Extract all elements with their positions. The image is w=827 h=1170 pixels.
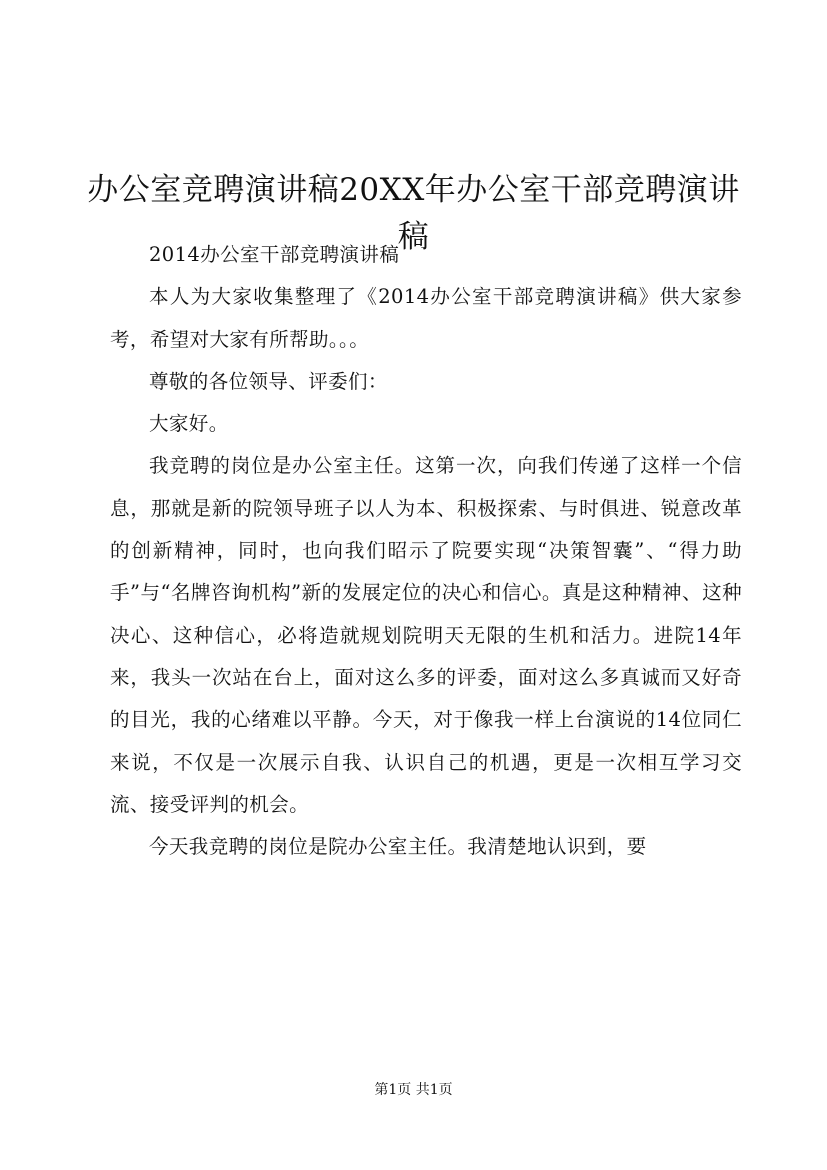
- paragraph-main: 我竞聘的岗位是办公室主任。这第一次，向我们传递了这样一个信息，那就是新的院领导班子以人为本、积极探索、与时俱进、锐意改革的创新精神，同时，也向我们昭示了院要实现“决策智囊”、“得力助手”与“名牌咨询机构”新的发展定位的决心和信心。真是这种精神、这种决心、这种信心，必将造就规划院明天无限的生机和活力。进院14年来，我头一次站在台上，面对这么多的评委，面对这么多真诚而又好奇的目光，我的心绪难以平静。今天，对于像我一样上台演说的14位同仁来说，不仅是一次展示自我、认识自己的机遇，更是一次相互学习交流、接受评判的机会。: [110, 454, 742, 816]
- paragraph-greeting: 大家好。: [149, 412, 229, 436]
- page-footer: 第1页 共1页: [374, 1082, 453, 1098]
- document-title: 办公室竞聘演讲稿20XX年办公室干部竞聘演讲稿: [87, 171, 740, 255]
- paragraph-salutation: 尊敬的各位领导、评委们：: [149, 369, 388, 393]
- paragraph-intro: 本人为大家收集整理了《2014办公室干部竞聘演讲稿》供大家参考，希望对大家有所帮助。。。: [110, 285, 742, 351]
- paragraph-continuation: 今天我竞聘的岗位是院办公室主任。我清楚地认识到，要: [149, 835, 647, 859]
- paragraph-subtitle: 2014办公室干部竞聘演讲稿: [149, 243, 400, 266]
- document-body: [110, 234, 742, 868]
